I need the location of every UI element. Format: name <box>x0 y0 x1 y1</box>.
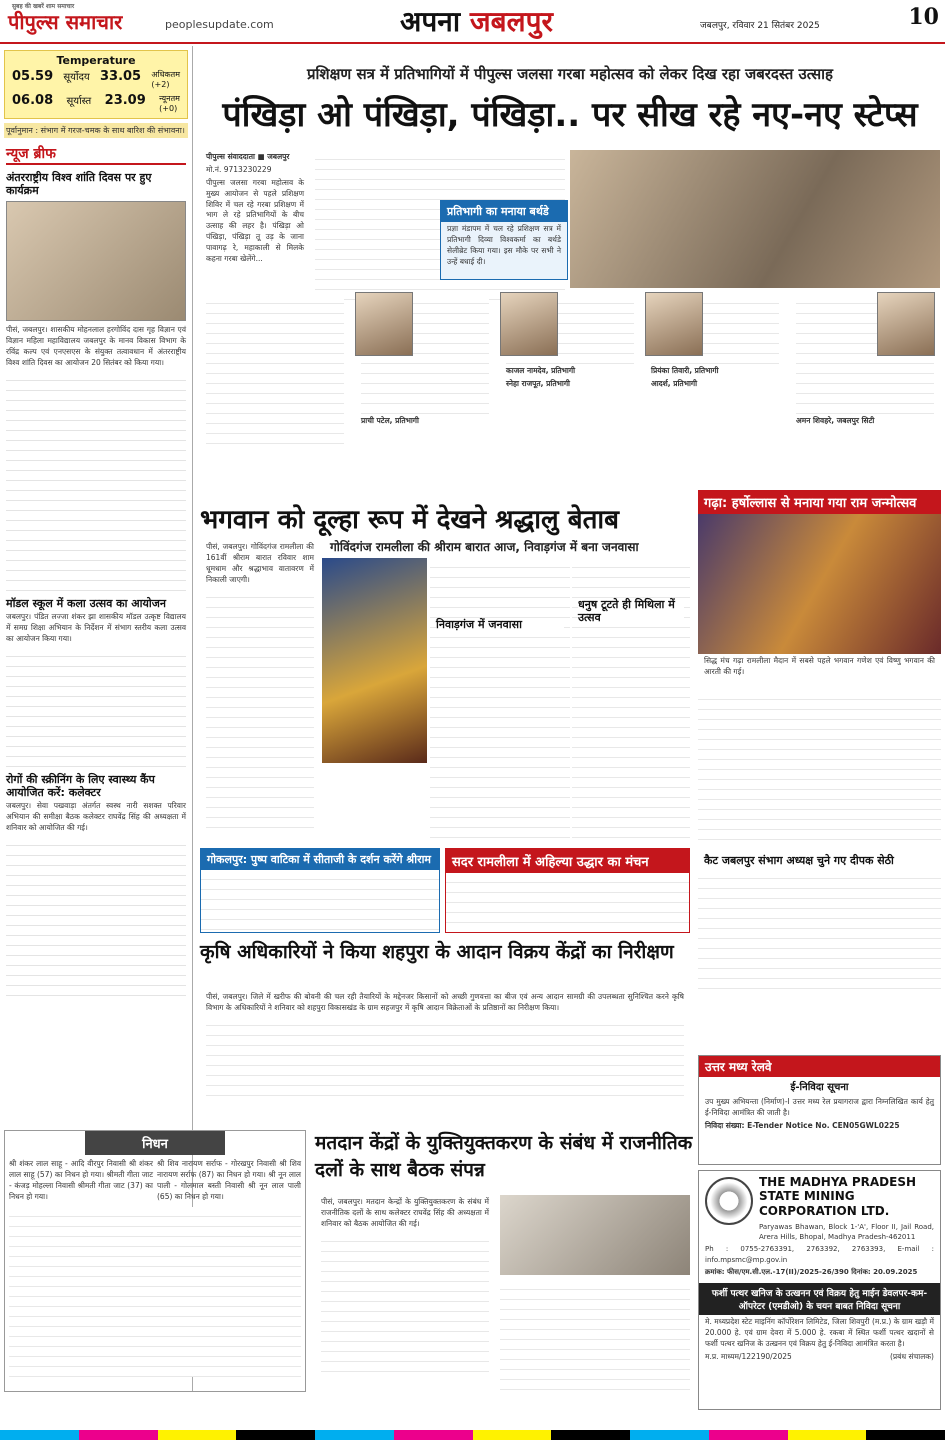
quote-name: आदर्श, प्रतिभागी <box>651 378 698 388</box>
brand-logo <box>8 3 123 35</box>
birthday-text: प्रज्ञा मंडापम में चल रहे प्रशिक्षण सत्र में प्रतिभागी दिव्या विश्वकर्मा का बर्थडे सेलीब्रेट किया गया। इस मौके पर सभी ने उन्हें बधाई दी। <box>447 224 561 266</box>
sunset-time: 06.08 <box>12 93 54 108</box>
lead-text: पीपुल्स जलसा गरबा महोत्सव के मुख्य आयोजन से पहले प्रशिक्षण शिविर में चल रहे गरबा प्रशिक्षण में भाग ले रहे प्रतिभागियों के बीच उत्साह की लहर है। पंखिड़ा ओ पंखिड़ा, पंखिड़ा तू उड़ के जाना पावागढ़ रे, महाकाली से मिलके कहना गरबा खेलेंगे... <box>206 177 304 263</box>
sunrise-time: 05.59 <box>12 69 54 84</box>
gokalpur-banner: गोकलपुर: पुष्प वाटिका में सीताजी के दर्शन करेंगे श्रीराम <box>201 849 439 870</box>
temperature-row <box>8 67 184 91</box>
brief-story-text: जबलपुर। पंडित लज्जा शंकर झा शासकीय मॉडल उत्कृष्ट विद्यालय में समग्र शिक्षा अभियान के निर्देशन में संभाग स्तरीय कला उत्सव का आयोजन किया गया। <box>6 612 186 643</box>
forecast-line: पूर्वानुमान : संभाग में गरज-चमक के साथ बारिश की संभावना। <box>4 123 188 138</box>
side-headline: धनुष टूटते ही मिथिला में उत्सव <box>578 598 684 624</box>
brief-story-photo <box>6 201 186 321</box>
quote-name: अमन शिवहरे, जबलपुर सिटी <box>796 416 875 425</box>
ramlila-headline: भगवान को दूल्हा रूप में देखने श्रद्धालु बेताब <box>200 505 619 535</box>
quote-block <box>355 292 495 429</box>
max-label: अधिकतम (+2) <box>151 70 180 89</box>
quote-name: प्रियंका तिवारी, प्रतिभागी <box>651 366 719 375</box>
obituary-heading: निधन <box>85 1131 225 1155</box>
lead-mobile: मो.नं. 9713230229 <box>206 164 272 174</box>
ramlila-text-col <box>572 558 690 838</box>
brand-tagline: सुबह की खबरें शाम समाचार <box>12 3 75 10</box>
gokalpur-box <box>200 848 440 933</box>
date-line: जबलपुर, रविवार 21 सितंबर 2025 <box>700 21 820 31</box>
railway-name: उत्तर मध्य रेलवे <box>699 1056 940 1077</box>
mpsmc-phone: Ph : 0755-2763391, 2763392, 2763393, E-mail : info.mpsmc@mp.gov.in <box>705 1245 934 1264</box>
section-title-a: अपना <box>400 5 461 38</box>
railway-tender: निविदा संख्या: E-Tender Notice No. CEN05GWL0225 <box>705 1120 900 1130</box>
lead-byline: पीपुल्स संवाददाता ■ जबलपुर <box>206 152 290 161</box>
sunset-label: सूर्यास्त <box>66 96 92 107</box>
matdan-text-col <box>500 1280 690 1395</box>
quote-block <box>790 292 940 429</box>
brief-story-headline: रोगों की स्क्रीनिंग के लिए स्वास्थ्य कैंप आयोजित करें: कलेक्टर <box>6 772 155 799</box>
garha-photo <box>698 514 941 654</box>
krishi-body <box>200 990 690 1115</box>
mpsmc-footer <box>705 1352 934 1363</box>
quote-block <box>645 292 785 392</box>
obituary-box <box>4 1130 306 1392</box>
page-number: 10 <box>908 4 939 30</box>
mpsmc-text: मे. मध्यप्रदेश स्टेट माइनिंग कॉर्पोरेशन लिमिटेड, जिला शिवपुरी (म.प्र.) के ग्राम खड़ौ में 20.000 हे. एवं ग्राम देवरा में 5.000 हे. रकबा में स्थित फर्शी पत्थर खदानों से फर्शी पत्थर खनिज के उत्खनन एवं विक्रय हेतु ई-निविदा आमंत्रित करता है। <box>705 1316 934 1348</box>
website-link[interactable]: peoplesupdate.com <box>165 18 274 31</box>
lead-kicker: प्रशिक्षण सत्र में प्रतिभागियों में पीपुल्स जलसा गरबा महोत्सव को लेकर दिख रहा जबरदस्त उत्साह <box>307 65 833 83</box>
railway-text: उप मुख्य अभियन्ता (निर्माण)-I उत्तर मध्य रेल प्रयागराज द्वारा निम्नलिखित कार्य हेतु ई-निविदा आमंत्रित की जाती है। <box>705 1097 934 1117</box>
brief-story-filler <box>6 371 186 591</box>
temperature-title: Temperature <box>56 54 136 67</box>
mpsmc-footer-right: (प्रबंध संचालक) <box>889 1351 934 1361</box>
ket-box <box>698 848 941 1018</box>
birthday-banner: प्रतिभागी का मनाया बर्थडे <box>441 201 567 222</box>
min-temp: 23.09 <box>104 93 146 108</box>
quote-name: प्राची पटेल, प्रतिभागी <box>361 416 419 425</box>
obituary-columns <box>5 1155 305 1207</box>
obituary-col: श्री शिव नारायण सर्राफ - गोरखपुर निवासी श्री शिव नारायण सर्राफ (87) का निधन हो गया। श्री नून लाल पाली - गोलमाल बस्ती निवासी श्री नून लाल पाली (65) का निधन हो गया। <box>157 1159 301 1201</box>
krishi-text: पीसं, जबलपुर। जिले में खरीफ की बोवनी की चल रही तैयारियों के मद्देनजर किसानों को अच्छी गुणवत्ता का बीज एवं अन्य आदान सामग्री की उपलब्धता सुनिश्चित करने कृषि विभाग के अधिकारियों ने शनिवार को शहपुरा विकासखंड के ग्राम सहजपुर में कृषि आदान विक्रेताओं के प्रतिष्ठानों का निरीक्षण किया। <box>206 992 684 1012</box>
obituary-col: श्री शंकर लाल साहू - आदि वीरपुर निवासी श्री शंकर लाल साहू (57) का निधन हो गया। श्रीमती गीता जाट - कंजड़ मोहल्ला निवासी श्रीमती गीता जाट (37) का निधन हो गया। <box>9 1159 153 1201</box>
lead-group-photo <box>570 150 940 288</box>
mpsmc-address: Paryawas Bhawan, Block 1-'A', Floor II, Jail Road, Arera Hills, Bhopal, Madhya Pradesh-462011 <box>759 1223 934 1242</box>
lead-quotes-row <box>200 292 940 492</box>
participant-photo <box>355 292 413 356</box>
masthead <box>0 0 945 44</box>
min-label: न्यूनतम (+0) <box>159 94 180 113</box>
temperature-row <box>8 91 184 115</box>
participant-photo <box>645 292 703 356</box>
garha-text: सिद्ध मंच गढ़ा रामलीला मैदान में सबसे पहले भगवान गणेश एवं विष्णु भगवान की आरती की गई। <box>704 656 935 676</box>
railway-notice: ई-निविदा सूचना <box>790 1082 849 1093</box>
temperature-box <box>4 50 188 119</box>
quote-block <box>200 292 350 446</box>
ramlila-text-col <box>200 540 320 840</box>
garha-box <box>698 490 941 690</box>
brief-story-text: जबलपुर। सेवा पखवाड़ा अंतर्गत स्वस्थ नारी सशक्त परिवार अभियान की समीक्षा बैठक कलेक्टर राघवेंद्र सिंह की अध्यक्षता में शनिवार को आयोजित की गई। <box>6 801 186 832</box>
ramlila-text: पीसं, जबलपुर। गोविंदगंज रामलीला की 161वीं श्रीराम बारात रविवार शाम धूमधाम और श्रद्धाभाव वातावरण में निकाली जाएगी। <box>206 542 314 584</box>
ramlila-photo <box>322 558 427 763</box>
matdan-body <box>315 1195 495 1395</box>
matdan-headline: मतदान केंद्रों के युक्तियुक्तकरण के संबंध में राजनीतिक दलों के साथ बैठक संपन्न <box>315 1132 693 1181</box>
sadar-box <box>445 848 690 933</box>
brief-story-text: पीसं, जबलपुर। शासकीय मोहनलाल हरगोविंद दास गृह विज्ञान एवं विज्ञान महिला महाविद्यालय जबलपुर के मानव विकास विभाग के रविंद्र कल्प एवं एनएसएस के संयुक्त तत्वावधान में अंतरराष्ट्रीय विश्व शांति दिवस का आयोजन 20 सितंबर को किया गया। <box>6 325 186 367</box>
quote-name: स्नेहा राजपूत, प्रतिभागी <box>506 378 570 388</box>
participant-photo <box>877 292 935 356</box>
sunrise-label: सूर्योदय <box>63 72 90 83</box>
mpsmc-ref: क्रमांक: फीस/एम.सी.एल.-17(II)/2025-26/390 दिनांक: 20.09.2025 <box>705 1267 918 1276</box>
ramlila-text-col <box>430 558 570 838</box>
section-title-b: जबलपुर <box>469 5 553 38</box>
brief-story-headline: मॉडल स्कूल में कला उत्सव का आयोजन <box>6 596 167 610</box>
quote-block <box>500 292 640 392</box>
section-title <box>400 2 553 40</box>
lead-headline: पंखिड़ा ओ पंखिड़ा, पंखिड़ा.. पर सीख रहे नए-नए स्टेप्स <box>222 95 918 135</box>
max-temp: 33.05 <box>99 69 142 84</box>
railway-ad <box>698 1055 941 1165</box>
mpsmc-ad <box>698 1170 941 1410</box>
matdan-text: पीसं, जबलपुर। मतदान केन्द्रों के युक्तियुक्तकरण के संबंध में राजनीतिक दलों के साथ कलेक्टर राघवेंद्र सिंह की अध्यक्षता में शनिवार को बैठक आयोजित की गई। <box>321 1197 489 1228</box>
brief-story-headline: अंतरराष्ट्रीय विश्व शांति दिवस पर हुए कार्यक्रम <box>6 171 152 198</box>
side-headline: निवाड़गंज में जनवासा <box>436 618 564 631</box>
print-color-bar <box>0 1430 945 1440</box>
mpsmc-logo-icon <box>705 1177 753 1225</box>
ramlila-subhead: गोविंदगंज रामलीला की श्रीराम बारात आज, निवाड़गंज में बना जनवासा <box>330 540 639 554</box>
sadar-banner: सदर रामलीला में अहिल्या उद्धार का मंचन <box>446 849 689 873</box>
matdan-photo <box>500 1195 690 1275</box>
ket-headline: कैट जबलपुर संभाग अध्यक्ष चुने गए दीपक सेठी <box>704 854 894 867</box>
participant-photo <box>500 292 558 356</box>
krishi-headline: कृषि अधिकारियों ने किया शहपुरा के आदान विक्रय केंद्रों का निरीक्षण <box>200 941 674 963</box>
garha-text-col <box>698 690 941 840</box>
news-brief-heading: न्यूज ब्रीफ <box>6 144 186 165</box>
brand-name: पीपुल्स समाचार <box>8 10 123 34</box>
garha-banner: गढ़ा: हर्षोल्लास से मनाया गया राम जन्मोत्सव <box>698 490 941 514</box>
birthday-box <box>440 200 568 280</box>
brief-story-filler <box>6 647 186 767</box>
mpsmc-footer-left: म.प्र. माध्यम/122190/2025 <box>705 1351 792 1361</box>
mpsmc-title: THE MADHYA PRADESH STATE MINING CORPORATION LTD. <box>759 1175 917 1218</box>
quote-name: काजल नामदेव, प्रतिभागी <box>506 366 576 375</box>
lead-byline-box <box>200 150 310 300</box>
brief-story-filler <box>6 836 186 996</box>
mpsmc-band: फर्शी पत्थर खनिज के उत्खनन एवं विक्रय हेतु माईन डेवलपर-कम-ऑपरेटर (एमडीओ) के चयन बाबत निविदा सूचना <box>699 1283 940 1315</box>
